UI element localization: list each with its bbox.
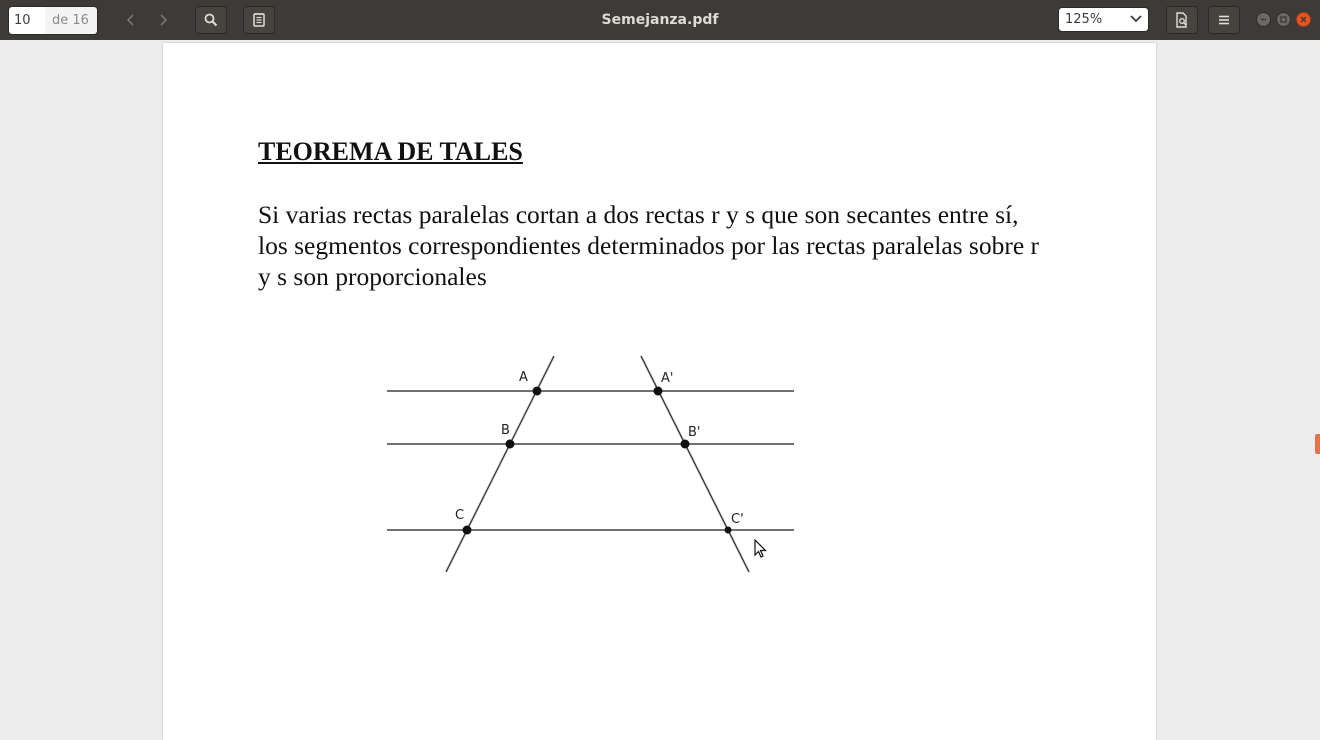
point-C-prime: [725, 527, 732, 534]
maximize-icon: [1279, 15, 1288, 24]
search-button[interactable]: [195, 6, 227, 34]
annotations-button[interactable]: [243, 6, 275, 34]
scroll-position-marker[interactable]: [1315, 434, 1320, 454]
zoom-selector[interactable]: [1058, 7, 1149, 32]
page-number-input[interactable]: 10: [9, 7, 45, 34]
menu-button[interactable]: [1208, 6, 1240, 34]
mouse-cursor-icon: [754, 539, 768, 559]
close-icon: [1299, 15, 1308, 24]
point-A-prime: [654, 387, 663, 396]
close-button[interactable]: [1296, 12, 1311, 27]
point-A: [533, 387, 542, 396]
label-B: B: [501, 423, 510, 438]
next-page-button[interactable]: [150, 6, 176, 34]
previous-page-button[interactable]: [118, 6, 144, 34]
label-B-prime: B': [688, 425, 701, 440]
point-C: [463, 526, 472, 535]
document-paragraph: Si varias rectas paralelas cortan a dos rectas r y s que son secantes entre sí, los segmentos correspondientes determinados por las rectas paralelas sobre r y s son proporcionales: [258, 200, 1040, 291]
document-page: [163, 43, 1156, 740]
label-A-prime: A': [661, 371, 674, 386]
search-icon: [204, 13, 218, 27]
notes-icon: [252, 12, 266, 28]
label-C-prime: C': [731, 512, 744, 527]
maximize-button[interactable]: [1276, 12, 1291, 27]
label-A: A: [519, 370, 528, 385]
chevron-left-icon: [126, 13, 136, 27]
document-heading: TEOREMA DE TALES: [258, 137, 523, 166]
label-C: C: [455, 508, 465, 523]
hamburger-menu-icon: [1218, 14, 1230, 26]
document-search-icon: [1175, 12, 1189, 28]
document-properties-button[interactable]: [1166, 6, 1198, 34]
chevron-down-icon: [1130, 14, 1142, 24]
page-total-label: de 16: [45, 7, 97, 34]
page-selector[interactable]: [8, 6, 98, 35]
zoom-value: 125%: [1065, 12, 1103, 27]
window-title: Semejanza.pdf: [601, 12, 719, 28]
chevron-right-icon: [158, 13, 168, 27]
minimize-icon: [1259, 15, 1268, 24]
point-B: [506, 440, 515, 449]
point-B-prime: [681, 440, 690, 449]
thales-figure: [163, 43, 1156, 740]
minimize-button[interactable]: [1256, 12, 1271, 27]
header-bar: [0, 0, 1320, 40]
